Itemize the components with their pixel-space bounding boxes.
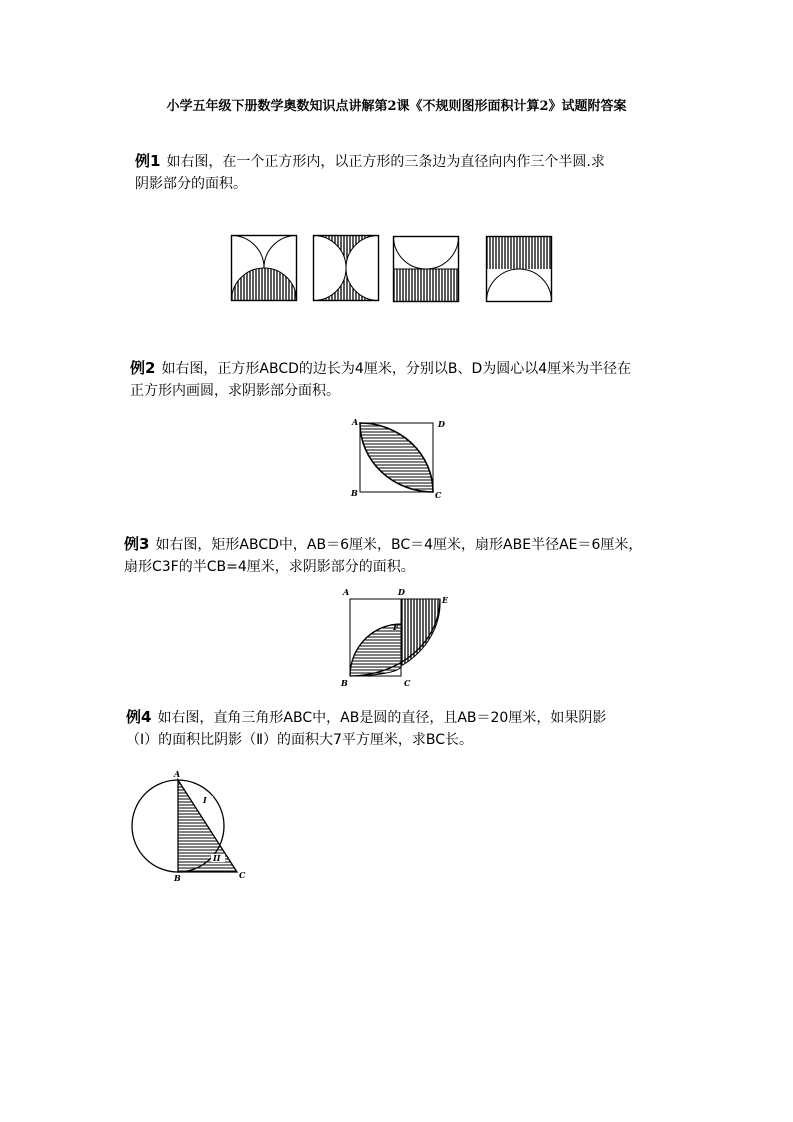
label-d: D (398, 587, 405, 597)
label-e: E (442, 595, 449, 605)
example-3-label: 例3 (124, 535, 150, 553)
example-1-line-2: 阴影部分的面积。 (135, 176, 247, 192)
label-region-1: I (203, 795, 207, 805)
example-1-figure-3 (393, 236, 461, 302)
example-2-line-1: 如右图，正方形ABCD的边长为4厘米，分别以B、D为圆心以4厘米为半径在 (161, 361, 632, 377)
example-2-text (130, 357, 631, 402)
example-1-line-1: 如右图，在一个正方形内，以正方形的三条边为直径向内作三个半圆.求 (166, 154, 605, 170)
example-1-label: 例1 (135, 152, 161, 170)
label-c: C (239, 870, 246, 880)
label-b: B (341, 678, 348, 688)
example-3-text (124, 533, 642, 578)
label-b: B (174, 873, 181, 883)
label-a: A (352, 417, 359, 427)
example-3-line-1: 如右图，矩形ABCD中，AB＝6厘米，BC＝4厘米，扇形ABE半径AE＝6厘米， (155, 537, 643, 553)
example-2-label: 例2 (130, 359, 156, 377)
example-2-figure (350, 416, 450, 502)
example-4-line-1: 如右图，直角三角形ABC中，AB是圆的直径，且AB＝20厘米，如果阴影 (157, 710, 607, 726)
example-1-text (135, 150, 605, 195)
example-1-figure-2 (313, 235, 381, 301)
example-3-figure (338, 588, 458, 688)
example-2-line-2: 正方形内画圆，求阴影部分面积。 (130, 383, 340, 399)
example-4-figure (125, 768, 255, 883)
label-a: A (343, 587, 350, 597)
label-f: F (393, 622, 399, 632)
example-1-figure-1 (231, 235, 299, 301)
example-1-figure-4 (486, 236, 554, 302)
label-c: C (435, 490, 442, 500)
label-b: B (351, 488, 358, 498)
example-4-line-2: （Ⅰ）的面积比阴影（Ⅱ）的面积大7平方厘米，求BC长。 (126, 732, 474, 748)
label-a: A (174, 769, 181, 779)
label-region-2: II (213, 853, 221, 863)
label-d: D (438, 419, 445, 429)
label-c: C (404, 678, 411, 688)
example-3-line-2: 扇形C3F的半CB=4厘米，求阴影部分的面积。 (124, 559, 415, 575)
example-4-text (126, 706, 606, 751)
page-title: 小学五年级下册数学奥数知识点讲解第2课《不规则图形面积计算2》试题附答案 (166, 99, 627, 114)
example-4-label: 例4 (126, 708, 152, 726)
